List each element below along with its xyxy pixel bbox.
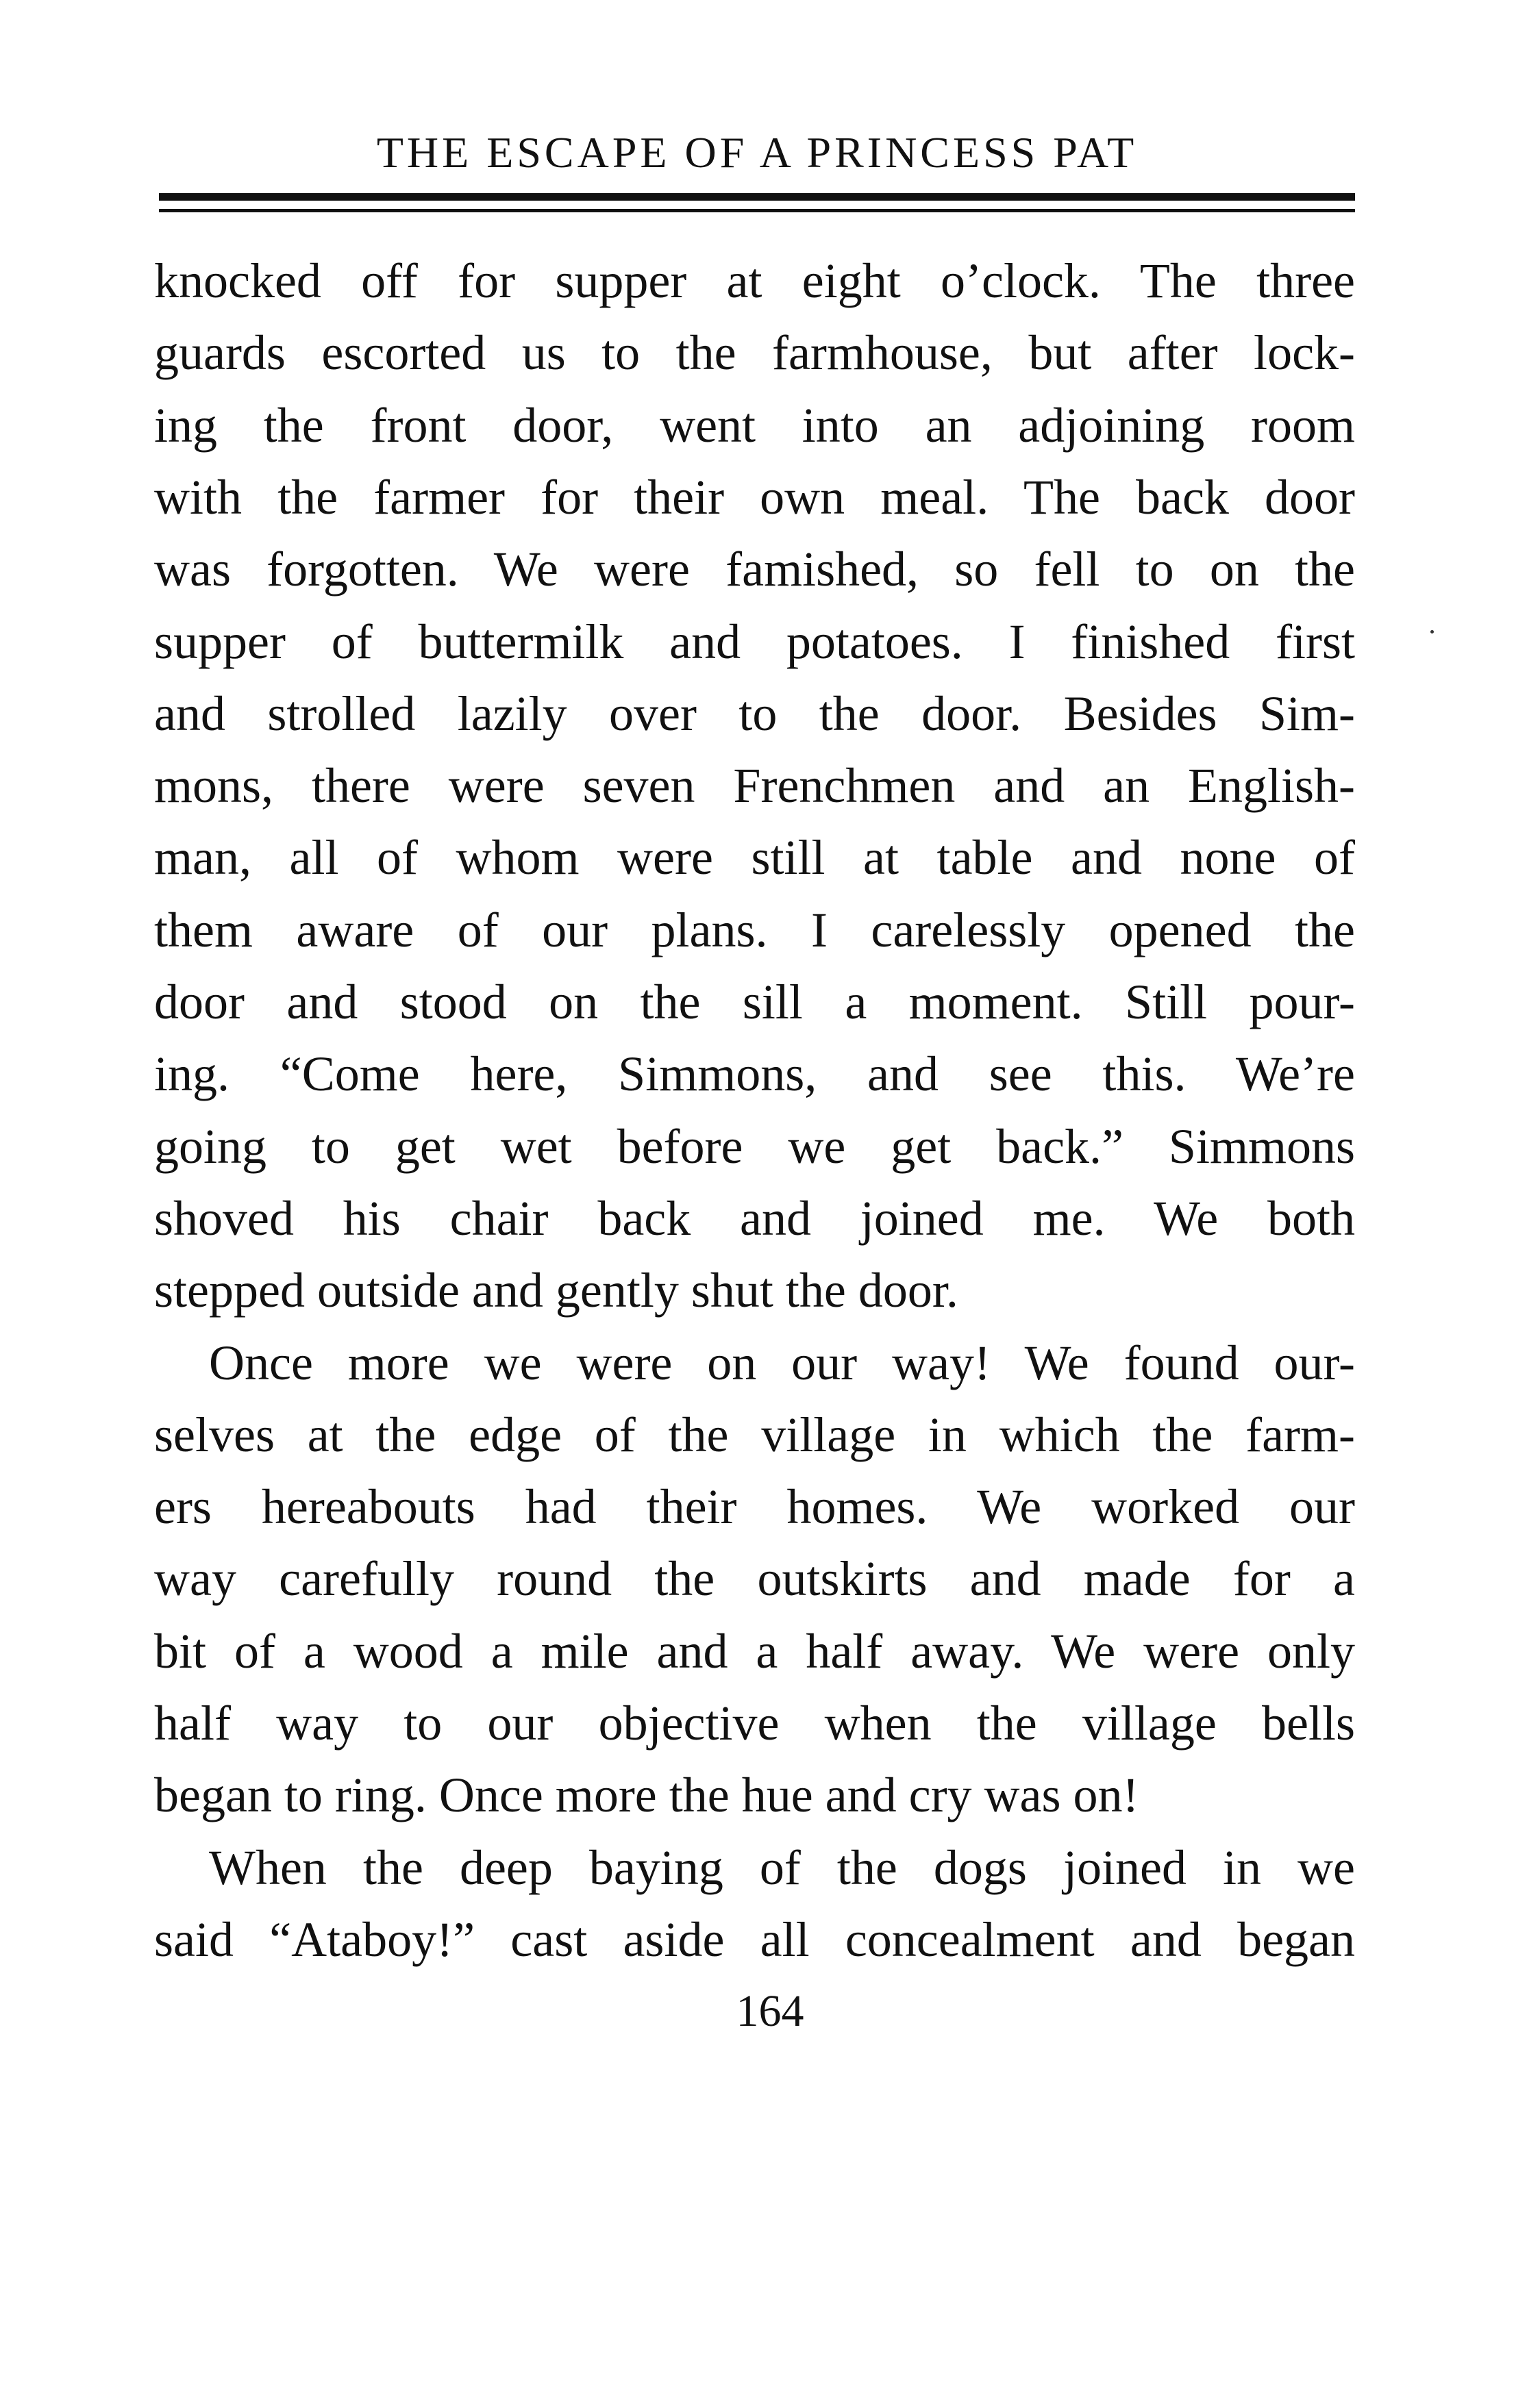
text-line: was forgotten. We were famished, so fell to on the <box>154 542 1355 597</box>
text-line: mons, there were seven Frenchmen and an English- <box>154 758 1355 814</box>
text-line: going to get wet before we get back.” Simmons <box>154 1118 1355 1174</box>
page-number: 164 <box>736 1986 804 2036</box>
text-line: half way to our objective when the village bells <box>154 1696 1355 1751</box>
running-head: THE ESCAPE OF A PRINCESS PAT <box>376 128 1138 177</box>
header-rule-thick <box>159 193 1355 201</box>
text-line: stepped outside and gently shut the door. <box>154 1263 958 1318</box>
text-line: selves at the edge of the village in which the farm- <box>154 1407 1355 1462</box>
text-line: them aware of our plans. I carelessly opened the <box>154 902 1355 957</box>
text-line: Once more we were on our way! We found our- <box>209 1335 1355 1390</box>
margin-speck <box>1430 630 1434 634</box>
text-line: ers hereabouts had their homes. We worked our <box>154 1479 1355 1535</box>
text-line: supper of buttermilk and potatoes. I finished first <box>154 614 1355 669</box>
text-line: knocked off for supper at eight o’clock. The three <box>154 253 1355 308</box>
text-line: began to ring. Once more the hue and cry was on! <box>154 1768 1139 1823</box>
text-line: guards escorted us to the farmhouse, but after lock- <box>154 325 1355 381</box>
text-line: When the deep baying of the dogs joined in we <box>209 1840 1355 1895</box>
text-line: door and stood on the sill a moment. Still pour- <box>154 975 1355 1029</box>
text-line: ing. “Come here, Simmons, and see this. We’re <box>154 1046 1355 1102</box>
text-line: man, all of whom were still at table and none of <box>154 830 1355 886</box>
text-line: way carefully round the outskirts and made for a <box>154 1551 1355 1607</box>
text-line: and strolled lazily over to the door. Besides Sim- <box>154 686 1355 741</box>
text-line: bit of a wood a mile and a half away. We were only <box>154 1623 1355 1679</box>
text-line: ing the front door, went into an adjoining room <box>154 397 1355 453</box>
text-line: shoved his chair back and joined me. We both <box>154 1190 1355 1246</box>
text-line: said “Ataboy!” cast aside all concealment and began <box>154 1911 1355 1967</box>
text-line: with the farmer for their own meal. The back door <box>154 469 1355 525</box>
header-rule-thin <box>159 209 1355 212</box>
